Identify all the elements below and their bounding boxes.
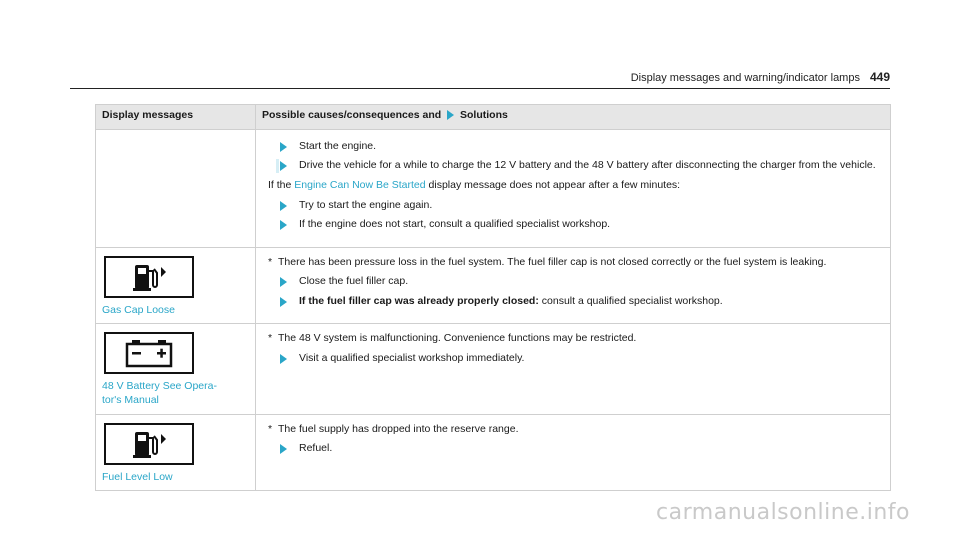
cause-description: There has been pressure loss in the fuel system. The fuel filler cap is not closed correctly or the fuel system is leaking.: [278, 255, 827, 268]
solution-step: [280, 140, 884, 154]
step-action: consult a qualified specialist workshop.: [538, 294, 723, 307]
watermark: carmanualsonline.info: [656, 500, 910, 525]
col-header-causes-label: Possible causes/consequences and: [262, 109, 442, 121]
solutions-cell: [256, 129, 891, 247]
footnote-star: *: [268, 332, 273, 345]
fuel-pump-icon: [104, 423, 194, 465]
col-header-solutions-label: Solutions: [460, 109, 508, 121]
header-title: Display messages and warning/indicator lamps: [630, 72, 860, 84]
cause-description: The fuel supply has dropped into the reserve range.: [278, 422, 519, 435]
arrow-icon: [280, 297, 287, 307]
page-header: [631, 70, 890, 84]
step-text: Start the engine.: [299, 139, 377, 152]
solution-step: [280, 295, 884, 309]
solution-step: [280, 352, 884, 366]
solution-step: [276, 159, 884, 173]
display-message-reference: Engine Can Now Be Started: [294, 178, 426, 191]
fuel-pump-icon: [104, 256, 194, 298]
solution-step: [280, 275, 884, 289]
col-header-causes-solutions: [256, 105, 891, 130]
step-text: Close the fuel filler cap.: [299, 275, 409, 288]
cause-description: The 48 V system is malfunctioning. Convenience functions may be restricted.: [278, 332, 637, 345]
footnote-star: *: [268, 255, 273, 268]
cause-text: [268, 332, 884, 346]
solutions-cell: [256, 414, 891, 491]
arrow-icon: [280, 277, 287, 287]
header-divider: [70, 88, 890, 89]
solution-step: [280, 218, 884, 232]
condition-prefix: If the: [268, 178, 292, 191]
arrow-icon: [447, 110, 454, 120]
arrow-icon: [280, 444, 287, 454]
display-message-cell: [96, 247, 256, 324]
arrow-icon: [280, 142, 287, 152]
table-header-row: [96, 105, 891, 130]
table-row: [96, 129, 891, 247]
display-message-label: Fuel Level Low: [102, 470, 173, 483]
step-condition-bold: If the fuel filler cap was already properly closed:: [299, 294, 539, 307]
col-header-display-messages: Display messages: [96, 105, 256, 130]
solution-step: [280, 442, 884, 456]
step-text: If the engine does not start, consult a qualified specialist workshop.: [299, 218, 611, 231]
page-number: 449: [869, 70, 890, 84]
arrow-icon: [280, 220, 287, 230]
battery-icon: [104, 332, 194, 374]
step-text: [299, 295, 723, 309]
table-row: [96, 324, 891, 414]
arrow-icon: [280, 354, 287, 364]
solutions-cell: [256, 247, 891, 324]
arrow-icon: [280, 201, 287, 211]
step-text: Drive the vehicle for a while to charge the 12 V battery and the 48 V battery after disconnecting the charger from the vehicle.: [299, 159, 876, 172]
display-message-cell: [96, 324, 256, 414]
step-text: Refuel.: [299, 442, 333, 455]
condition-text: [268, 179, 884, 193]
display-message-label: 48 V Battery See Opera- tor's Manual: [102, 380, 217, 406]
step-text: Try to start the engine again.: [299, 198, 433, 211]
table-row: [96, 247, 891, 324]
display-message-cell: [96, 414, 256, 491]
table-row: [96, 414, 891, 491]
display-message-cell: [96, 129, 256, 247]
condition-suffix: display message does not appear after a few minutes:: [428, 178, 681, 191]
cause-text: [268, 423, 884, 437]
step-text: Visit a qualified specialist workshop immediately.: [299, 351, 525, 364]
footnote-star: *: [268, 422, 273, 435]
display-messages-table: [95, 104, 891, 491]
display-message-label: Gas Cap Loose: [102, 303, 175, 316]
cause-text: [268, 256, 884, 270]
solution-step: [280, 199, 884, 213]
arrow-icon: [280, 161, 287, 171]
solutions-cell: [256, 324, 891, 414]
